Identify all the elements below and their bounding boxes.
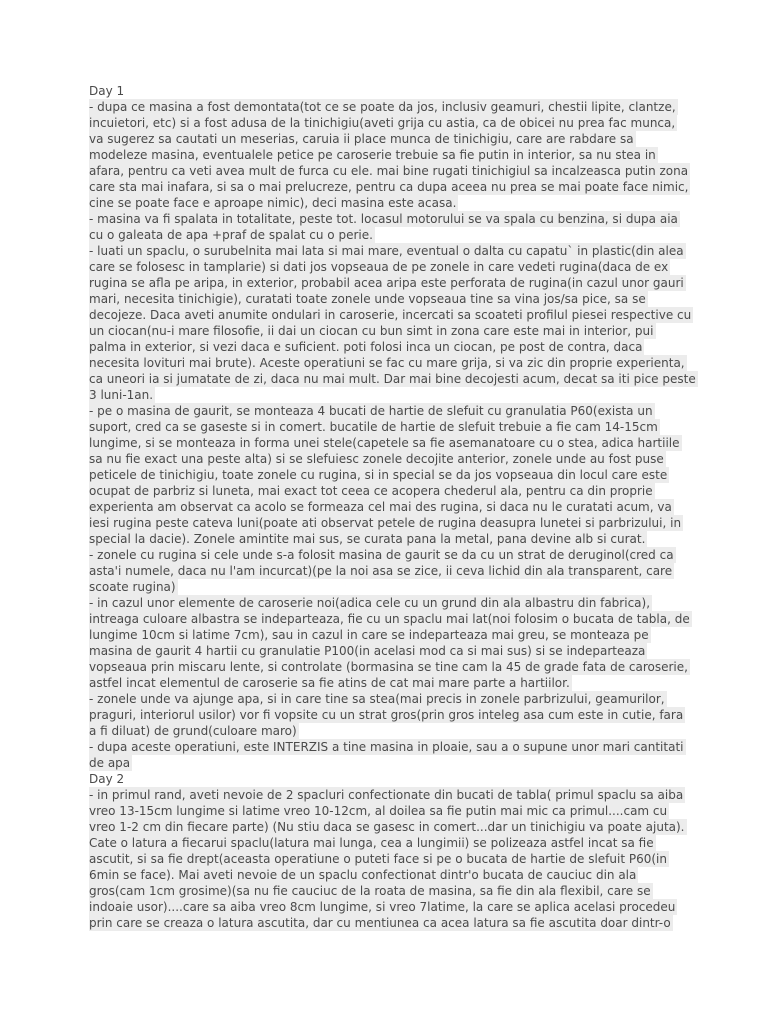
text-line-content: 6min se face). Mai aveti nevoie de un spaclu confectionat dintr'o bucata de cauciuc din ala: [89, 868, 637, 882]
text-line: [89, 691, 681, 707]
text-line: [89, 803, 681, 819]
text-line-content: necesita lovituri mai brute). Aceste operatiuni se fac cu mare grija, si va zic din proprie experienta,: [89, 356, 685, 370]
text-line-content: a fi diluat) de grund(culoare maro): [89, 724, 297, 738]
text-line-content: afara, pentru ca veti avea mult de furca cu ele. mai bine rugati tinichigiul sa incalzeasca putin zona: [89, 164, 689, 178]
text-line-content: astfel incat elementul de caroserie sa fie atins de cat mai mare parte a hartiilor.: [89, 676, 570, 690]
text-line: [89, 899, 681, 915]
text-line-content: modeleze masina, eventualele petice pe caroserie trebuie sa fie putin in interior, sa nu stea in: [89, 148, 656, 162]
text-line-content: 3 luni-1an.: [89, 388, 154, 402]
text-line: [89, 99, 681, 115]
text-line: [89, 339, 681, 355]
text-line-content: - zonele unde va ajunge apa, si in care tine sa stea(mai precis in zonele parbrizului, geamurilor,: [89, 692, 665, 706]
text-line: [89, 451, 681, 467]
text-line-content: palma in exterior, si vezi daca e suficient. poti folosi inca un ciocan, pe post de contra, daca: [89, 340, 643, 354]
text-line: [89, 435, 681, 451]
text-line: [89, 675, 681, 691]
text-line-content: vreo 1-2 cm din fiecare parte) (Nu stiu daca se gasesc in comert...dar un tinichigiu va poate ajuta).: [89, 820, 685, 834]
text-line: [89, 531, 681, 547]
text-line-content: vopseaua prin miscaru lente, si controlate (bormasina se tine cam la 45 de grade fata de caroserie,: [89, 660, 688, 674]
text-line: [89, 131, 681, 147]
text-line: [89, 163, 689, 179]
text-line-content: - dupa ce masina a fost demontata(tot ce se poate da jos, inclusiv geamuri, chestii lipite, clantze,: [89, 100, 676, 114]
text-line: [89, 499, 681, 515]
text-line: [89, 147, 681, 163]
text-line-content: intreaga culoare albastra se indeparteaza, fie cu un spaclu mai lat(noi folosim o bucata de tabla, de: [89, 612, 690, 626]
text-line: [89, 483, 681, 499]
text-line-content: ca uneori ia si jumatate de zi, daca nu mai mult. Dar mai bine decojesti acum, decat sa iti pice peste: [89, 372, 696, 386]
text-line: [89, 467, 681, 483]
text-line: [89, 707, 684, 723]
text-line: [89, 579, 681, 595]
text-line-content: va sugerez sa cautati un meserias, caruia ii place munca de tinichigiu, care are rabdare sa: [89, 132, 634, 146]
text-line: [89, 291, 681, 307]
text-line-content: scoate rugina): [89, 580, 176, 594]
text-line: [89, 547, 681, 563]
text-line-content: lungime 10cm si latime 7cm), sau in cazul in care se indeparteaza mai greu, se monteaza pe: [89, 628, 649, 642]
text-line-content: - in primul rand, aveti nevoie de 2 spacluri confectionate din bucati de tabla( primul spaclu sa aiba: [89, 788, 684, 802]
text-line: [89, 787, 684, 803]
text-line-content: special la dacie). Zonele amintite mai sus, se curata pana la metal, pana devine alb si curat.: [89, 532, 646, 546]
text-line: [89, 755, 681, 771]
text-line: [89, 611, 690, 627]
text-line-content: - masina va fi spalata in totalitate, peste tot. locasul motorului se va spala cu benzina, si dupa aia: [89, 212, 678, 226]
text-line: [89, 227, 681, 243]
text-line-content: suport, cred ca se gaseste si in comert. bucatile de hartie de slefuit trebuie a fie cam 14-15cm: [89, 420, 658, 434]
text-line: [89, 563, 681, 579]
text-line: [89, 419, 681, 435]
text-line: [89, 403, 681, 419]
text-line: [89, 355, 685, 371]
text-line: [89, 307, 692, 323]
text-line-content: praguri, interiorul usilor) vor fi vopsite cu un strat gros(prin gros inteleg asa cum este in cutie, fara: [89, 708, 684, 722]
text-line: [89, 723, 681, 739]
text-line: [89, 867, 681, 883]
text-line: [89, 643, 681, 659]
section-day-1: [89, 83, 696, 771]
text-line-content: - luati un spaclu, o surubelnita mai lata si mai mare, eventual o dalta cu capatu` in plastic(din alea: [89, 244, 684, 258]
text-line: [89, 259, 681, 275]
section-heading: Day 2: [89, 772, 125, 786]
text-line-content: ocupat de parbriz si luneta, mai exact tot ceea ce acopera chederul ala, pentru ca din proprie: [89, 484, 653, 498]
section-body: [89, 99, 696, 771]
text-line: [89, 371, 696, 387]
text-line: [89, 275, 684, 291]
text-line: [89, 243, 684, 259]
text-line: [89, 515, 681, 531]
text-line-content: iesi rugina peste cateva luni(poate ati observat petele de rugina deasupra lunetei si parbrizului, in: [89, 516, 682, 530]
text-line-content: un ciocan(nu-i mare filosofie, ii dai un ciocan cu bun simt in zona care este mai in interior, pui: [89, 324, 654, 338]
text-line-content: peticele de tinichigiu, toate zonele cu rugina, si in special se da jos vopseaua din locul care este: [89, 468, 668, 482]
text-line: [89, 739, 684, 755]
text-line: [89, 851, 681, 867]
text-line: [89, 595, 681, 611]
text-line: [89, 835, 681, 851]
text-line: [89, 659, 688, 675]
text-line-content: decojeze. Daca aveti anumite ondulari in caroserie, incercati sa scoateti profilul piesei respective cu: [89, 308, 692, 322]
text-line-content: care sta mai inafara, si sa o mai prelucreze, pentru ca dupa aceea nu prea se mai poate face nimic,: [89, 180, 689, 194]
text-line-content: sa nu fie exact una peste alta) si se slefuiesc zonele decojite anterior, zonele unde au fost puse: [89, 452, 664, 466]
text-line: [89, 323, 681, 339]
text-line: [89, 211, 681, 227]
text-line: [89, 115, 681, 131]
text-line-content: mari, necesita tinichigie), curatati toate zonele unde vopseaua tine sa vina jos/sa pice, sa se: [89, 292, 646, 306]
text-line: [89, 883, 681, 899]
text-line: [89, 819, 685, 835]
section-day-2: [89, 771, 685, 931]
text-line-content: incuietori, etc) si a fost adusa de la tinichigiu(aveti grija cu astia, ca de obicei nu prea fac munca,: [89, 116, 676, 130]
text-line-content: cine se poate face e aproape nimic), deci masina este acasa.: [89, 196, 457, 210]
text-line-content: - in cazul unor elemente de caroserie noi(adica cele cu un grund din ala albastru din fabrica),: [89, 596, 651, 610]
text-line: [89, 627, 681, 643]
text-line-content: indoaie usor)....care sa aiba vreo 8cm lungime, si vreo 7latime, la care se aplica acelasi procedeu: [89, 900, 676, 914]
text-line-content: cu o galeata de apa +praf de spalat cu o perie.: [89, 228, 373, 242]
text-line-content: masina de gaurit 4 hartii cu granulatie P100(in acelasi mod ca si mai sus) si se indeparteaza: [89, 644, 646, 658]
text-line: [89, 387, 681, 403]
text-line: [89, 195, 681, 211]
text-line-content: - zonele cu rugina si cele unde s-a folosit masina de gaurit se da cu un strat de deruginol(cred ca: [89, 548, 674, 562]
text-line: [89, 915, 681, 931]
text-line-content: asta'i numele, daca nu l'am incurcat)(pe la noi asa se zice, ii ceva lichid din ala transparent, care: [89, 564, 673, 578]
text-line-content: ascutit, si sa fie drept(aceasta operatiune o puteti face si pe o bucata de hartie de slefuit P60(in: [89, 852, 667, 866]
text-line-content: - dupa aceste operatiuni, este INTERZIS a tine masina in ploaie, sau a o supune unor mari cantitati: [89, 740, 684, 754]
text-line-content: Cate o latura a fiecarui spaclu(latura mai lunga, cea a lungimii) se polizeaza astfel incat sa fie: [89, 836, 654, 850]
text-line-content: lungime, si se monteaza in forma unei stele(capetele sa fie asemanatoare cu o stea, adica hartiile: [89, 436, 680, 450]
text-line-content: prin care se creaza o latura ascutita, dar cu mentiunea ca acea latura sa fie ascutita doar dintr-o: [89, 916, 671, 930]
text-line-content: gros(cam 1cm grosime)(sa nu fie cauciuc de la roata de masina, sa fie din ala flexibil, care se: [89, 884, 651, 898]
text-line: [89, 179, 689, 195]
section-heading: Day 1: [89, 84, 125, 98]
section-body: [89, 787, 685, 931]
text-line-content: vreo 13-15cm lungime si latime vreo 10-12cm, al doilea sa fie putin mai mic ca primul....cam cu: [89, 804, 668, 818]
text-line-content: de apa: [89, 756, 131, 770]
text-line-content: experienta am observat ca acolo se formeaza cel mai des rugina, si daca nu le curatati acum, va: [89, 500, 672, 514]
text-line-content: care se folosesc in tamplarie) si dati jos vopseaua de pe zonele in care vedeti rugina(daca de ex: [89, 260, 669, 274]
text-line-content: - pe o masina de gaurit, se monteaza 4 bucati de hartie de slefuit cu granulatia P60(exista un: [89, 404, 653, 418]
text-line-content: rugina se afla pe aripa, in exterior, probabil acea aripa este perforata de rugina(in cazul unor gauri: [89, 276, 684, 290]
